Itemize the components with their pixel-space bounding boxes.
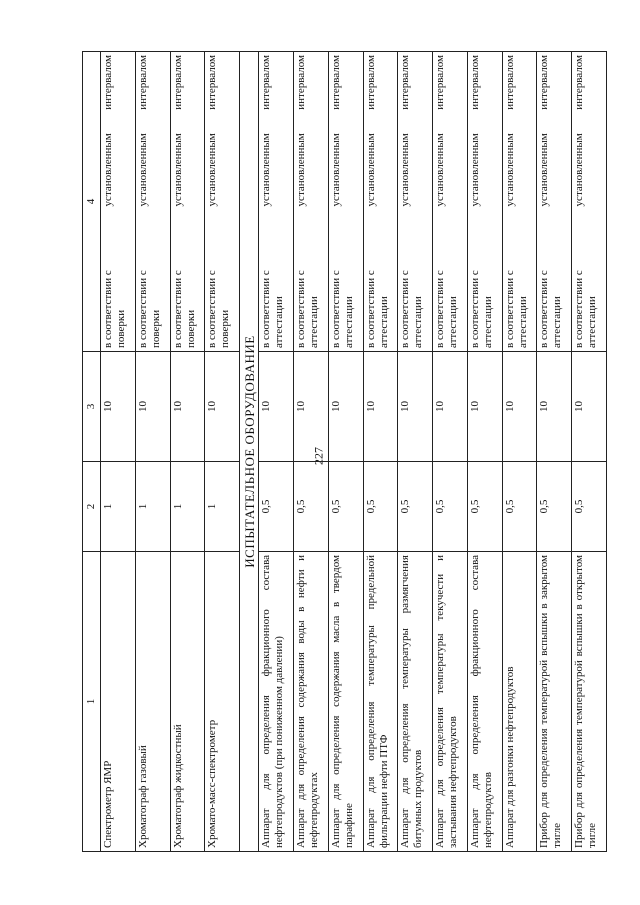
quantity-cell: 0,5 <box>502 462 537 552</box>
interval-word: интервалом <box>573 55 586 110</box>
established-word: установленным <box>260 133 273 207</box>
condition-text: в соответствии с аттестации <box>434 270 460 348</box>
header-cell-2: 2 <box>83 462 101 552</box>
established-word: установленным <box>468 133 481 207</box>
verification-text <box>573 55 599 348</box>
quantity-cell: 0,5 <box>328 462 363 552</box>
established-word: установленным <box>329 133 342 207</box>
rotated-table-container <box>82 52 607 852</box>
verification-cell <box>363 52 398 352</box>
condition-text: в соответствии с аттестации <box>468 270 494 348</box>
page-number: 227 <box>311 447 326 465</box>
established-word: установленным <box>434 133 447 207</box>
equipment-name: Аппарат для разгонки нефтепродуктов <box>502 552 537 852</box>
quantity-cell: 0,5 <box>398 462 433 552</box>
condition-text: в соответствии с аттестации <box>329 270 355 348</box>
table-row <box>101 52 136 852</box>
value-cell: 10 <box>363 352 398 462</box>
quantity-cell: 0,5 <box>363 462 398 552</box>
equipment-name: Аппарат для определения содержания масла в твердом парафине <box>328 552 363 852</box>
value-cell: 10 <box>294 352 329 462</box>
established-word: установленным <box>364 133 377 207</box>
equipment-name: Аппарат для определения фракционного состава нефтепродуктов (при пониженном давлении) <box>259 552 294 852</box>
verification-cell <box>170 52 205 352</box>
verification-text <box>330 55 356 348</box>
interval-word: интервалом <box>136 55 149 110</box>
established-word: установленным <box>573 133 586 207</box>
established-word: установленным <box>295 133 307 207</box>
header-row <box>83 52 101 852</box>
condition-text: в соответствии с поверки <box>102 270 127 348</box>
condition-text: в соответствии с аттестации <box>538 270 564 348</box>
quantity-cell: 0,5 <box>537 462 572 552</box>
section-title: ИСПЫТАТЕЛЬНОЕ ОБОРУДОВАНИЕ <box>240 52 259 852</box>
value-cell: 10 <box>135 352 170 462</box>
value-cell: 10 <box>398 352 433 462</box>
established-word: установленным <box>136 133 149 207</box>
table-row <box>398 52 433 852</box>
condition-text: в соответствии с поверки <box>136 270 162 348</box>
equipment-name: Прибор для определения температурой вспышки в открытом тигле <box>572 552 607 852</box>
section-row <box>240 52 259 852</box>
verification-text <box>206 55 232 348</box>
verification-text <box>137 55 163 348</box>
condition-text: в соответствии с аттестации <box>260 270 286 348</box>
verification-text <box>399 55 425 348</box>
value-cell: 10 <box>205 352 240 462</box>
interval-word: интервалом <box>102 55 114 110</box>
quantity-cell: 0,5 <box>467 462 502 552</box>
interval-word: интервалом <box>538 55 551 110</box>
established-word: установленным <box>503 133 516 207</box>
interval-word: интервалом <box>399 55 412 110</box>
value-cell: 10 <box>572 352 607 462</box>
verification-text <box>295 55 321 348</box>
condition-text: в соответствии с аттестации <box>295 270 320 348</box>
equipment-name: Аппарат для определения температуры текучести и застывания нефтепродуктов <box>433 552 468 852</box>
value-cell: 10 <box>328 352 363 462</box>
equipment-name: Аппарат для определения содержания воды в нефти и нефтепродуктах <box>294 552 329 852</box>
established-word: установленным <box>399 133 412 207</box>
table-row <box>259 52 294 852</box>
interval-word: интервалом <box>468 55 481 110</box>
condition-text: в соответствии с аттестации <box>364 270 390 348</box>
table-row <box>170 52 205 852</box>
condition-text: в соответствии с аттестации <box>573 270 599 348</box>
interval-word: интервалом <box>171 55 184 110</box>
equipment-name: Хроматограф газовый <box>135 552 170 852</box>
condition-text: в соответствии с аттестации <box>399 270 425 348</box>
verification-cell <box>433 52 468 352</box>
table-row <box>363 52 398 852</box>
table-body <box>83 52 607 852</box>
table-row <box>294 52 329 852</box>
quantity-cell: 0,5 <box>294 462 329 552</box>
quantity-cell: 1 <box>101 462 136 552</box>
equipment-name: Хроматограф жидкостный <box>170 552 205 852</box>
verification-cell <box>259 52 294 352</box>
verification-text <box>365 55 391 348</box>
verification-text <box>469 55 495 348</box>
value-cell: 10 <box>259 352 294 462</box>
quantity-cell: 0,5 <box>259 462 294 552</box>
value-cell: 10 <box>170 352 205 462</box>
verification-text <box>172 55 198 348</box>
value-cell: 10 <box>467 352 502 462</box>
quantity-cell: 0,5 <box>433 462 468 552</box>
verification-cell <box>328 52 363 352</box>
value-cell: 10 <box>537 352 572 462</box>
established-word: установленным <box>206 133 219 207</box>
table-row <box>467 52 502 852</box>
value-cell: 10 <box>502 352 537 462</box>
verification-text <box>260 55 286 348</box>
verification-cell <box>572 52 607 352</box>
verification-cell <box>537 52 572 352</box>
header-cell-4: 4 <box>83 52 101 352</box>
verification-cell <box>502 52 537 352</box>
verification-text <box>434 55 460 348</box>
interval-word: интервалом <box>329 55 342 110</box>
interval-word: интервалом <box>434 55 447 110</box>
condition-text: в соответствии с поверки <box>206 270 232 348</box>
verification-cell <box>398 52 433 352</box>
established-word: установленным <box>171 133 184 207</box>
table-row <box>572 52 607 852</box>
quantity-cell: 1 <box>170 462 205 552</box>
quantity-cell: 1 <box>135 462 170 552</box>
established-word: установленным <box>538 133 551 207</box>
value-cell: 10 <box>101 352 136 462</box>
equipment-name: Прибор для определения температурой вспышки в закрытом тигле <box>537 552 572 852</box>
verification-cell <box>205 52 240 352</box>
condition-text: в соответствии с аттестации <box>503 270 529 348</box>
verification-text <box>102 55 128 348</box>
verification-cell <box>294 52 329 352</box>
interval-word: интервалом <box>260 55 273 110</box>
quantity-cell: 1 <box>205 462 240 552</box>
interval-word: интервалом <box>206 55 219 110</box>
table-row <box>502 52 537 852</box>
header-cell-1: 1 <box>83 552 101 852</box>
table-row <box>135 52 170 852</box>
condition-text: в соответствии с поверки <box>171 270 197 348</box>
verification-text <box>504 55 530 348</box>
established-word: установленным <box>102 133 114 207</box>
verification-cell <box>135 52 170 352</box>
verification-cell <box>467 52 502 352</box>
verification-text <box>538 55 564 348</box>
interval-word: интервалом <box>503 55 516 110</box>
interval-word: интервалом <box>364 55 377 110</box>
equipment-name: Хромато-масс-спектрометр <box>205 552 240 852</box>
table-row <box>433 52 468 852</box>
equipment-name: Аппарат для определения фракционного состава нефтепродуктов <box>467 552 502 852</box>
verification-cell <box>101 52 136 352</box>
equipment-name: Спектрометр ЯМР <box>101 552 136 852</box>
quantity-cell: 0,5 <box>572 462 607 552</box>
interval-word: интервалом <box>295 55 307 110</box>
table-row <box>328 52 363 852</box>
value-cell: 10 <box>433 352 468 462</box>
equipment-name: Аппарат для определения температуры размягчения битумных продуктов <box>398 552 433 852</box>
equipment-table <box>82 51 607 852</box>
table-row <box>537 52 572 852</box>
table-row <box>205 52 240 852</box>
equipment-name: Аппарат для определения температуры предельной фильтрации нефти ПТФ <box>363 552 398 852</box>
header-cell-3: 3 <box>83 352 101 462</box>
